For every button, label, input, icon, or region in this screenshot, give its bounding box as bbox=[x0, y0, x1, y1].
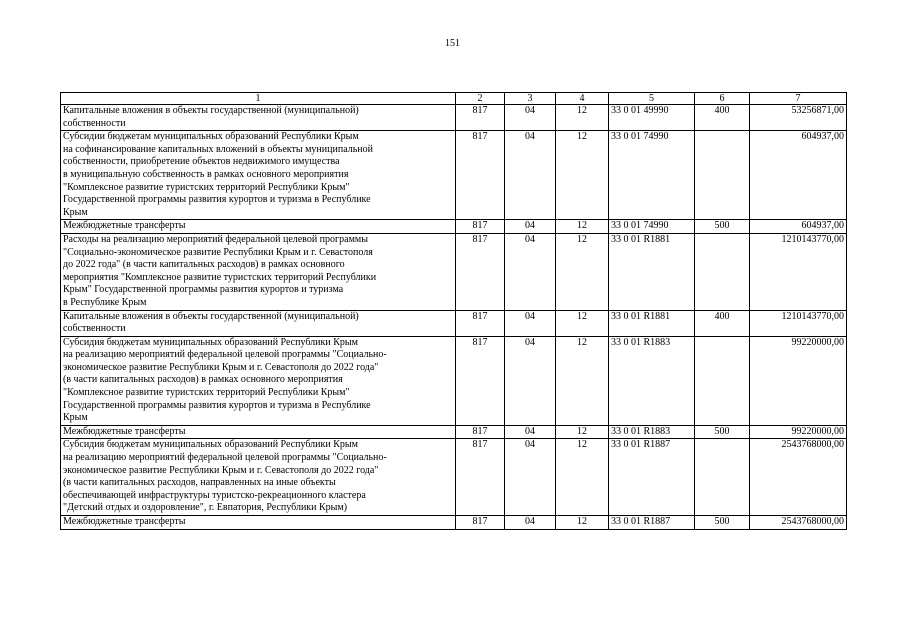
table-row bbox=[61, 516, 847, 530]
row-amount: 604937,00 bbox=[750, 220, 847, 234]
header-cell: 7 bbox=[750, 93, 847, 105]
row-amount: 99220000,00 bbox=[750, 425, 847, 439]
table-row bbox=[61, 105, 847, 131]
row-ministry: 817 bbox=[456, 310, 505, 336]
row-target: 33 0 01 R1883 bbox=[609, 425, 695, 439]
header-cell: 5 bbox=[609, 93, 695, 105]
header-cell: 1 bbox=[61, 93, 456, 105]
row-name: Расходы на реализацию мероприятий федеральной целевой программы "Социально-экономическое развитие Республики Крым и г. Севастополя до 2022 года" (в части капитальных расходов) в рамках основного мероприятия "Комплексное развитие туристских территорий Республики Крым" Государственной программы развития курортов и туризма в Республике Крым bbox=[61, 233, 456, 310]
header-cell: 6 bbox=[695, 93, 750, 105]
row-subsection: 12 bbox=[556, 105, 609, 131]
row-section: 04 bbox=[505, 105, 556, 131]
row-type bbox=[695, 233, 750, 310]
table-row bbox=[61, 439, 847, 516]
row-type: 500 bbox=[695, 425, 750, 439]
row-target: 33 0 01 74990 bbox=[609, 220, 695, 234]
row-subsection: 12 bbox=[556, 131, 609, 220]
row-amount: 53256871,00 bbox=[750, 105, 847, 131]
row-ministry: 817 bbox=[456, 425, 505, 439]
row-target: 33 0 01 R1887 bbox=[609, 439, 695, 516]
row-name: Межбюджетные трансферты bbox=[61, 516, 456, 530]
row-subsection: 12 bbox=[556, 439, 609, 516]
row-ministry: 817 bbox=[456, 220, 505, 234]
row-subsection: 12 bbox=[556, 336, 609, 425]
row-amount: 1210143770,00 bbox=[750, 310, 847, 336]
row-name: Субсидия бюджетам муниципальных образований Республики Крым на реализацию мероприятий федеральной целевой программы "Социально- экономическое развитие Республики Крым и г. Севастополя до 2022 года" (в части капитальных расходов, направленных на иные объекты обеспечивающей инфраструктуры туристско-рекреационного кластера "Детский отдых и оздоровление", г. Евпатория, Республики Крым) bbox=[61, 439, 456, 516]
table-row bbox=[61, 425, 847, 439]
header-cell: 4 bbox=[556, 93, 609, 105]
table-row bbox=[61, 131, 847, 220]
table-row bbox=[61, 233, 847, 310]
row-ministry: 817 bbox=[456, 336, 505, 425]
row-amount: 2543768000,00 bbox=[750, 516, 847, 530]
row-target: 33 0 01 74990 bbox=[609, 131, 695, 220]
row-type bbox=[695, 439, 750, 516]
row-name: Межбюджетные трансферты bbox=[61, 425, 456, 439]
page-number: 151 bbox=[445, 38, 460, 49]
header-cell: 3 bbox=[505, 93, 556, 105]
row-type bbox=[695, 131, 750, 220]
row-name: Межбюджетные трансферты bbox=[61, 220, 456, 234]
row-section: 04 bbox=[505, 233, 556, 310]
row-subsection: 12 bbox=[556, 516, 609, 530]
row-amount: 1210143770,00 bbox=[750, 233, 847, 310]
row-name: Капитальные вложения в объекты государственной (муниципальной) собственности bbox=[61, 105, 456, 131]
table-row bbox=[61, 310, 847, 336]
row-ministry: 817 bbox=[456, 131, 505, 220]
row-subsection: 12 bbox=[556, 220, 609, 234]
row-target: 33 0 01 R1881 bbox=[609, 233, 695, 310]
row-type: 500 bbox=[695, 220, 750, 234]
row-target: 33 0 01 R1883 bbox=[609, 336, 695, 425]
row-section: 04 bbox=[505, 131, 556, 220]
row-section: 04 bbox=[505, 425, 556, 439]
row-type: 500 bbox=[695, 516, 750, 530]
row-section: 04 bbox=[505, 439, 556, 516]
row-section: 04 bbox=[505, 516, 556, 530]
table-row bbox=[61, 220, 847, 234]
row-type bbox=[695, 336, 750, 425]
header-cell: 2 bbox=[456, 93, 505, 105]
row-ministry: 817 bbox=[456, 105, 505, 131]
row-target: 33 0 01 R1887 bbox=[609, 516, 695, 530]
row-amount: 2543768000,00 bbox=[750, 439, 847, 516]
row-section: 04 bbox=[505, 220, 556, 234]
row-type: 400 bbox=[695, 310, 750, 336]
row-name: Субсидии бюджетам муниципальных образований Республики Крым на софинансирование капитальных вложений в объекты муниципальной собственности, приобретение объектов недвижимого имущества в муниципальную собственность в рамках основного мероприятия "Комплексное развитие туристских территорий Республики Крым" Государственной программы развития курортов и туризма в Республике Крым bbox=[61, 131, 456, 220]
row-target: 33 0 01 R1881 bbox=[609, 310, 695, 336]
row-subsection: 12 bbox=[556, 425, 609, 439]
row-amount: 604937,00 bbox=[750, 131, 847, 220]
row-name: Субсидия бюджетам муниципальных образований Республики Крым на реализацию мероприятий федеральной целевой программы "Социально- экономическое развитие Республики Крым и г. Севастополя до 2022 года" (в части капитальных расходов) в рамках основного мероприятия "Комплексное развитие туристских территорий Республики Крым" Государственной программы развития курортов и туризма в Республике Крым bbox=[61, 336, 456, 425]
row-ministry: 817 bbox=[456, 233, 505, 310]
row-type: 400 bbox=[695, 105, 750, 131]
row-ministry: 817 bbox=[456, 516, 505, 530]
row-section: 04 bbox=[505, 336, 556, 425]
table-row bbox=[61, 336, 847, 425]
row-subsection: 12 bbox=[556, 310, 609, 336]
row-subsection: 12 bbox=[556, 233, 609, 310]
row-name: Капитальные вложения в объекты государственной (муниципальной) собственности bbox=[61, 310, 456, 336]
row-target: 33 0 01 49990 bbox=[609, 105, 695, 131]
row-amount: 99220000,00 bbox=[750, 336, 847, 425]
row-ministry: 817 bbox=[456, 439, 505, 516]
budget-table bbox=[60, 92, 847, 530]
row-section: 04 bbox=[505, 310, 556, 336]
header-row bbox=[61, 93, 847, 105]
